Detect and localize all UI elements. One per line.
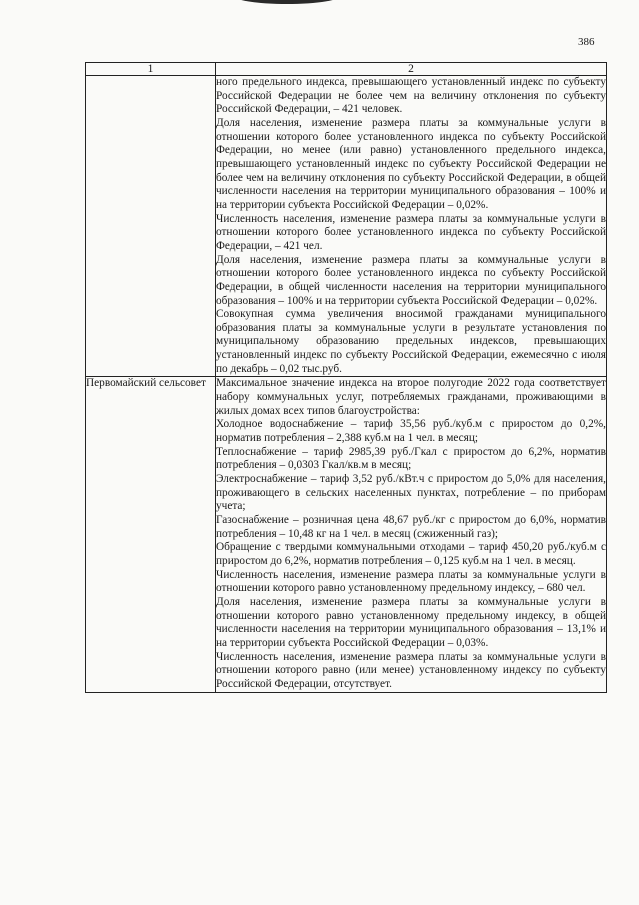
scan-artifact bbox=[232, 0, 342, 4]
description-cell bbox=[216, 76, 607, 377]
municipality-name-cell bbox=[86, 76, 216, 377]
paragraph: Совокупная сумма увеличения вносимой гражданами муниципального образования платы за коммунальные услуги в результате установления по муниципальному образованию предельных индексов, превышающих установленный индекс по субъекту Российской Федерации, ежемесячно с июля по декабрь – 0,02 тыс.руб. bbox=[216, 308, 606, 375]
table-header-row bbox=[86, 63, 607, 76]
paragraph: Численность населения, изменение размера платы за коммунальные услуги в отношении которого более установленного индекса по субъекту Российской Федерации, – 421 чел. bbox=[216, 212, 606, 252]
paragraph: Численность населения, изменение размера платы за коммунальные услуги в отношении которого равно (или менее) установленному индексу по субъекту Российской Федерации, отсутствует. bbox=[216, 650, 606, 690]
table-row bbox=[86, 377, 607, 692]
municipality-name-cell: Первомайский сельсовет bbox=[86, 377, 216, 692]
table-row bbox=[86, 76, 607, 377]
paragraph: ного предельного индекса, превышающего установленный индекс по субъекту Российской Федерации не более чем на величину отклонения по субъекту Российской Федерации, – 421 человек. bbox=[216, 76, 606, 116]
paragraph: Максимальное значение индекса на второе полугодие 2022 года соответствует набору коммунальных услуг, потребляемых гражданами, проживающими в жилых домах всех типов благоустройства: bbox=[216, 377, 606, 417]
paragraph: Холодное водоснабжение – тариф 35,56 руб./куб.м с приростом до 0,2%, норматив потребления – 2,388 куб.м на 1 чел. в месяц; bbox=[216, 418, 606, 445]
paragraph: Теплоснабжение – тариф 2985,39 руб./Гкал с приростом до 6,2%, норматив потребления – 0,0303 Гкал/кв.м в месяц; bbox=[216, 445, 606, 472]
paragraph: Численность населения, изменение размера платы за коммунальные услуги в отношении которого равно установленному предельному индексу, – 680 чел. bbox=[216, 568, 606, 595]
paragraph: Доля населения, изменение размера платы за коммунальные услуги в отношении которого более установленного индекса по субъекту Российской Федерации, но менее (или равно) установленного предельного индекса, превышающего установленный индекс по субъекту Российской Федерации не более чем на величину отклонения по субъекту Российской Федерации, в общей численности населения на территории муниципального образования – 100% и на территории субъекта Российской Федерации – 0,02%. bbox=[216, 116, 606, 211]
page-number: 386 bbox=[578, 36, 595, 48]
paragraph: Электроснабжение – тариф 3,52 руб./кВт.ч с приростом до 5,0% для населения, проживающего в сельских населенных пунктах, потребление – по приборам учета; bbox=[216, 473, 606, 513]
column-header-1: 1 bbox=[86, 63, 216, 76]
paragraph: Доля населения, изменение размера платы за коммунальные услуги в отношении которого более установленного индекса по субъекту Российской Федерации, в общей численности населения на территории муниципального образования – 100% и на территории субъекта Российской Федерации – 0,02%. bbox=[216, 253, 606, 307]
paragraph: Газоснабжение – розничная цена 48,67 руб./кг с приростом до 6,0%, норматив потребления – 10,48 кг на 1 чел. в месяц (сжиженный газ); bbox=[216, 514, 606, 540]
column-header-2: 2 bbox=[216, 63, 607, 76]
description-cell bbox=[216, 377, 607, 692]
paragraph: Обращение с твердыми коммунальными отходами – тариф 450,20 руб./куб.м с приростом до 6,2%, норматив потребления – 0,125 куб.м на 1 чел. в месяц. bbox=[216, 541, 606, 567]
municipal-index-table bbox=[85, 62, 607, 693]
paragraph: Доля населения, изменение размера платы за коммунальные услуги в отношении которого равно установленному предельному индексу, в общей численности населения на территории муниципального образования – 13,1% и на территории субъекта Российской Федерации – 0,03%. bbox=[216, 595, 606, 649]
